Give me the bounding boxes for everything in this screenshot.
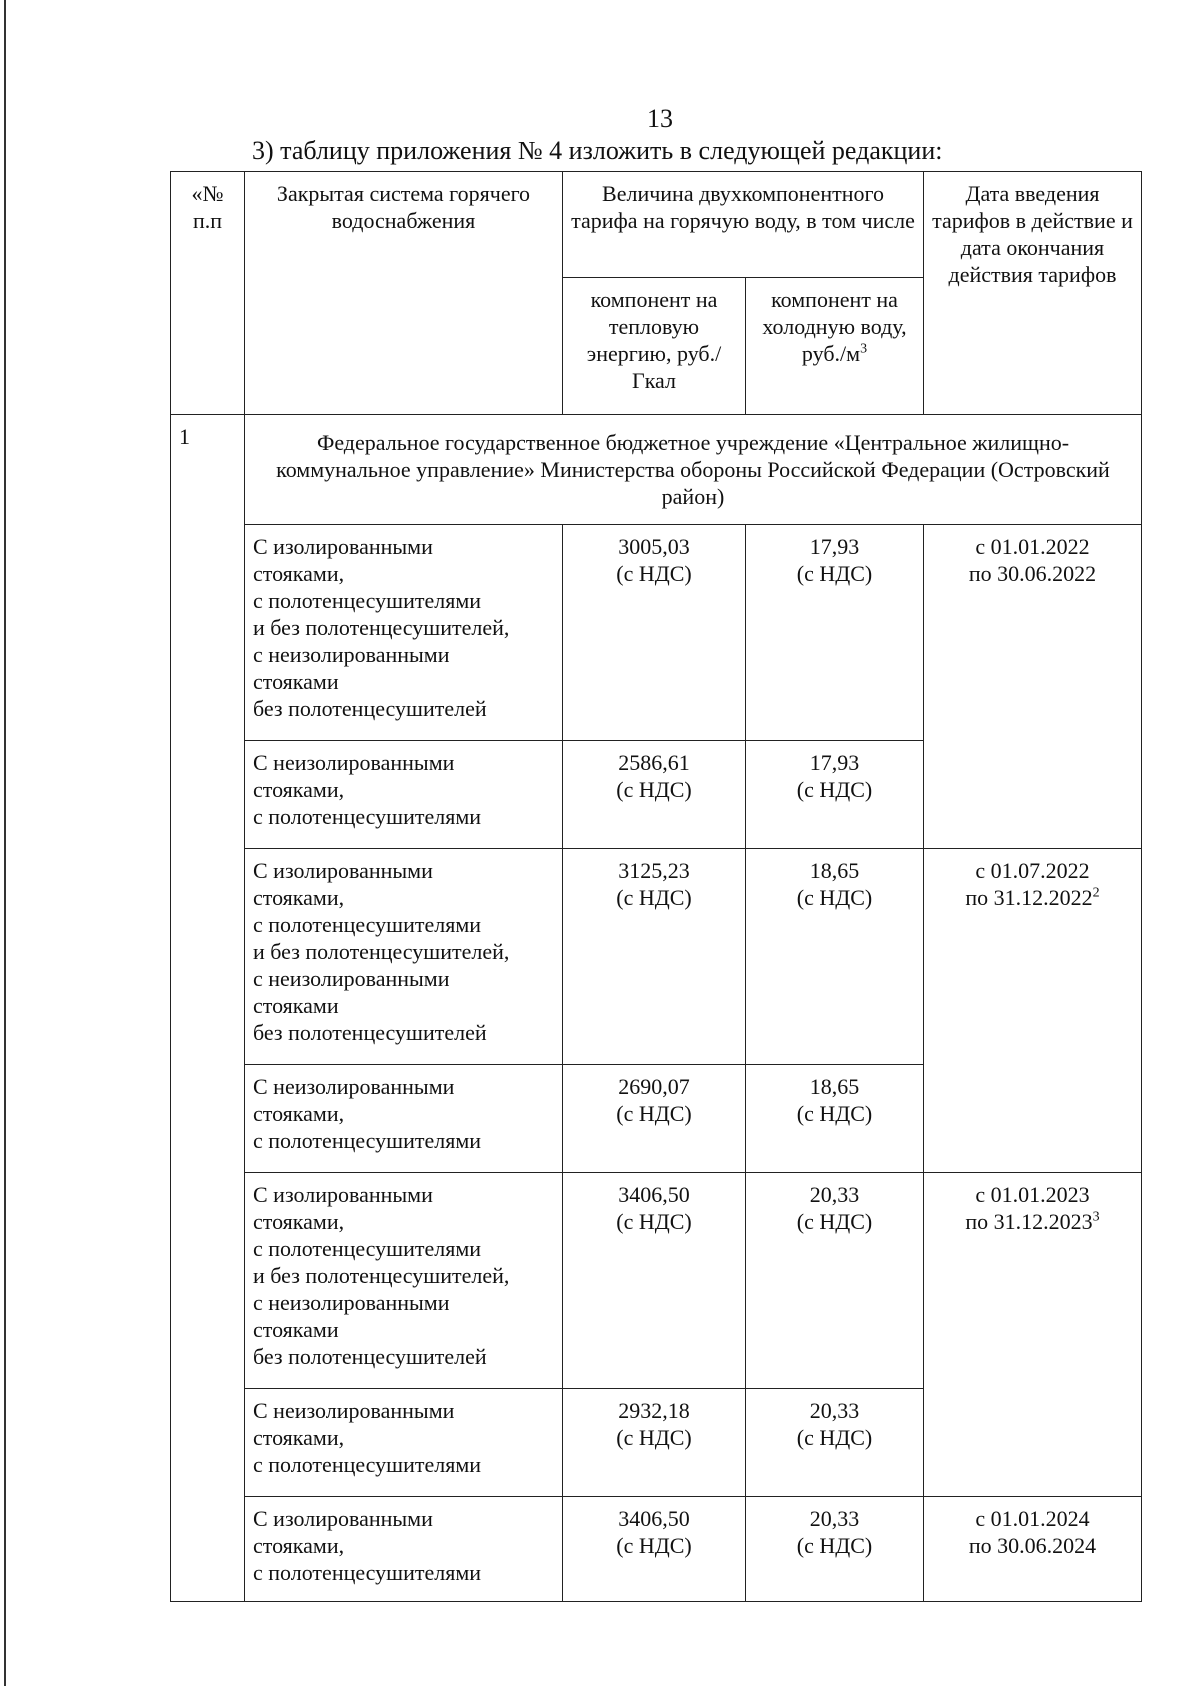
- heat-value: 3125,23 (с НДС): [563, 849, 746, 1065]
- header-num: «№ п.п: [171, 172, 245, 415]
- cold-value: 18,65 (с НДС): [746, 849, 924, 1065]
- period-cell: с 01.01.2022 по 30.06.2022: [924, 525, 1142, 849]
- left-margin-line: [4, 0, 6, 1686]
- heat-value: 3406,50 (с НДС): [563, 1173, 746, 1389]
- page-number: 13: [647, 104, 673, 133]
- system-description: С изолированными стояками, с полотенцесушителями и без полотенцесушителей, с неизолированными стояками без полотенцесушителей: [245, 849, 563, 1065]
- system-description: С неизолированными стояками, с полотенцесушителями: [245, 741, 563, 849]
- cold-value: 20,33 (с НДС): [746, 1497, 924, 1602]
- org-name: Федеральное государственное бюджетное учреждение «Центральное жилищно-коммунальное управление» Министерства обороны Российской Федерации (Островский район): [245, 415, 1142, 525]
- header-system: Закрытая система горячего водоснабжения: [245, 172, 563, 415]
- header-cold: компонент на холодную воду, $руб./м^3$: [746, 278, 924, 415]
- header-row: [171, 172, 1142, 278]
- cold-value: 17,93 (с НДС): [746, 525, 924, 741]
- system-description: С изолированными стояками, с полотенцесушителями и без полотенцесушителей, с неизолированными стояками без полотенцесушителей: [245, 525, 563, 741]
- cold-value: 17,93 (с НДС): [746, 741, 924, 849]
- heat-value: 2690,07 (с НДС): [563, 1065, 746, 1173]
- period-cell: с 01.01.2024 по 30.06.2024: [924, 1497, 1142, 1602]
- table-row: [171, 1173, 1142, 1389]
- org-row: [171, 415, 1142, 525]
- system-description: С изолированными стояками, с полотенцесушителями: [245, 1497, 563, 1602]
- row-num: 1: [171, 415, 245, 1602]
- header-dates: Дата введения тарифов в действие и дата окончания действия тарифов: [924, 172, 1142, 415]
- system-description: С неизолированными стояками, с полотенцесушителями: [245, 1065, 563, 1173]
- heat-value: 3406,50 (с НДС): [563, 1497, 746, 1602]
- system-description: С неизолированными стояками, с полотенцесушителями: [245, 1389, 563, 1497]
- intro-text: 3) таблицу приложения № 4 изложить в следующей редакции:: [252, 136, 943, 165]
- period-cell: с 01.07.2022 по 31.12.2022$^2$: [924, 849, 1142, 1173]
- cold-value: 20,33 (с НДС): [746, 1389, 924, 1497]
- period-cell: с 01.01.2023 по 31.12.2023$^3$: [924, 1173, 1142, 1497]
- heat-value: 2586,61 (с НДС): [563, 741, 746, 849]
- tariff-table: [170, 171, 1142, 1602]
- header-heat: компонент на тепловую энергию, руб./Гкал: [563, 278, 746, 415]
- heat-value: 2932,18 (с НДС): [563, 1389, 746, 1497]
- system-description: С изолированными стояками, с полотенцесушителями и без полотенцесушителей, с неизолированными стояками без полотенцесушителей: [245, 1173, 563, 1389]
- cold-value: 20,33 (с НДС): [746, 1173, 924, 1389]
- cold-value: 18,65 (с НДС): [746, 1065, 924, 1173]
- table-row: [171, 849, 1142, 1065]
- heat-value: 3005,03 (с НДС): [563, 525, 746, 741]
- table-row: [171, 525, 1142, 741]
- table-row: [171, 1497, 1142, 1602]
- header-tariff: Величина двухкомпонентного тарифа на горячую воду, в том числе: [563, 172, 924, 278]
